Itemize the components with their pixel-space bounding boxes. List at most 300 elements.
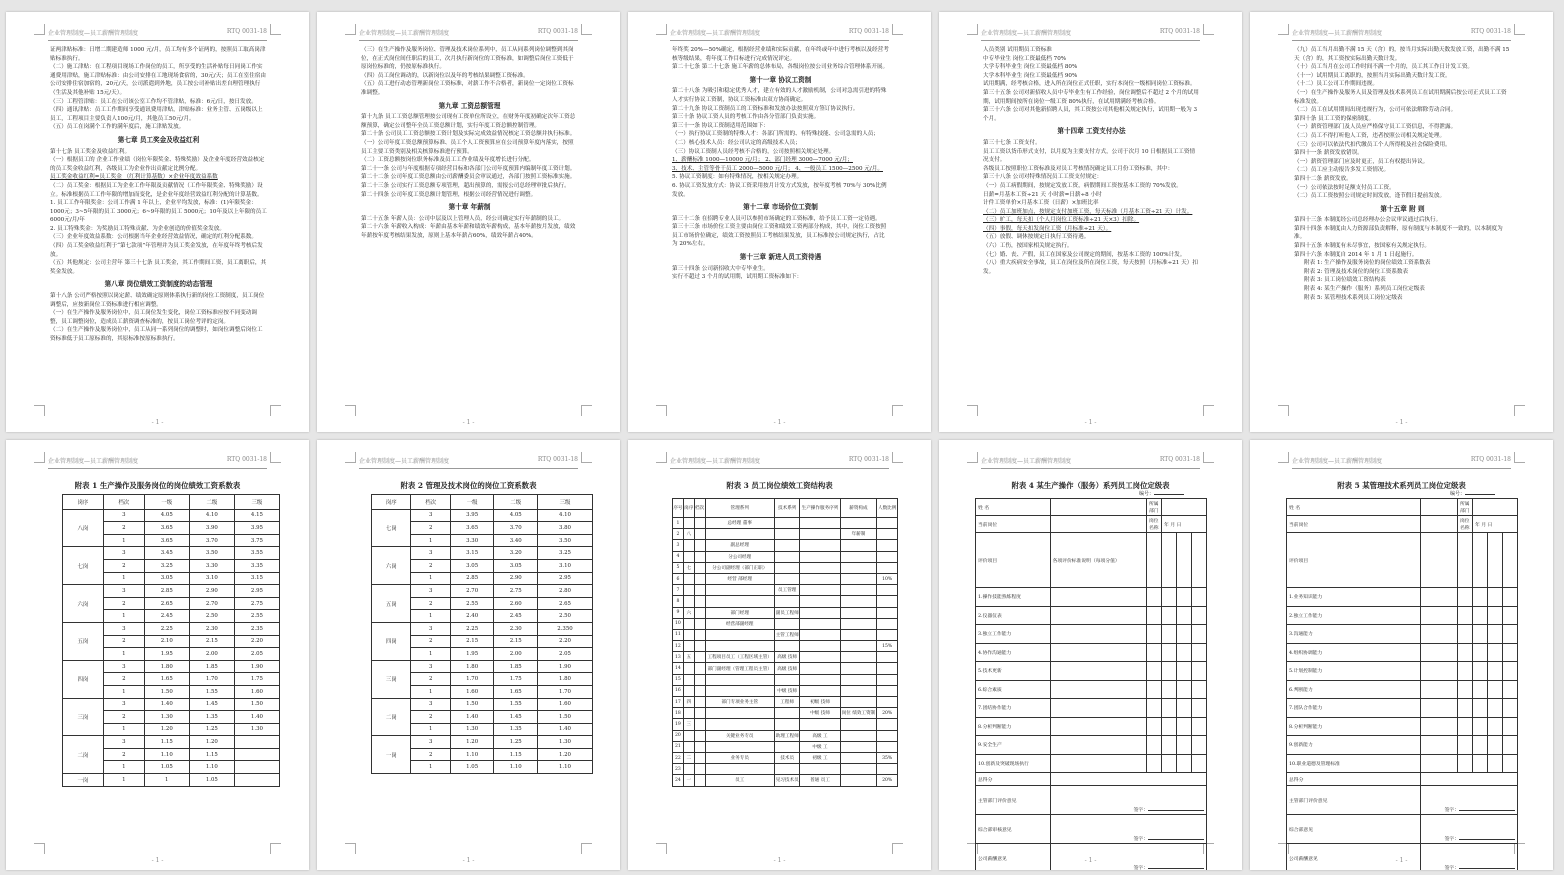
- score-checkbox[interactable]: [1503, 588, 1518, 607]
- name-field[interactable]: [1421, 499, 1458, 516]
- table-cell: [840, 629, 877, 640]
- evaluation-row: [1287, 588, 1518, 607]
- form-number-label: 编号：: [1450, 491, 1466, 497]
- table-cell: [774, 674, 799, 685]
- table-cell: [800, 518, 840, 529]
- paragraph: 5. 协议工资制度：如有特殊情况，按相关规定办理。: [672, 174, 803, 181]
- score-checkbox[interactable]: [1503, 680, 1518, 699]
- table-cell: 3.35: [234, 559, 279, 572]
- paragraph: 第二十二条 公司年度工资总额由公司薪酬委员会审议通过，各部门按照工资标准实施。: [361, 174, 576, 181]
- paragraph: 第三十八条 公司对特殊情况员工工资支付规定：: [983, 174, 1103, 181]
- score-checkbox[interactable]: [1162, 717, 1177, 736]
- table-cell: [694, 764, 705, 775]
- table-cell: 分公司经理: [705, 551, 774, 562]
- table-cell: 2.20: [537, 635, 592, 648]
- chapter-heading: 第十五章 附 则: [1380, 204, 1425, 213]
- table-cell: 6: [673, 573, 684, 584]
- score-checkbox[interactable]: [1503, 754, 1518, 773]
- score-checkbox[interactable]: [1147, 717, 1162, 736]
- score-checkbox[interactable]: [1503, 736, 1518, 755]
- evaluation-row: [1287, 736, 1518, 755]
- table-row: [63, 585, 280, 598]
- location-field[interactable]: [1050, 516, 1146, 533]
- score-checkbox[interactable]: [1458, 717, 1473, 736]
- grade-group-cell: 七岗: [63, 547, 104, 585]
- date-field[interactable]: 年 月 日: [1162, 516, 1207, 533]
- signature-line[interactable]: [1148, 868, 1204, 869]
- score-checkbox[interactable]: [1147, 606, 1162, 625]
- table-cell: 2.350: [537, 622, 592, 635]
- score-checkbox[interactable]: [1488, 680, 1503, 699]
- table-cell: [683, 518, 694, 529]
- table-cell: 1.40: [537, 723, 592, 736]
- location-field[interactable]: [1421, 516, 1458, 533]
- signature-line[interactable]: [1459, 839, 1515, 840]
- table-cell: [877, 596, 898, 607]
- table-cell: [694, 596, 705, 607]
- page-number: - 1 -: [773, 419, 786, 426]
- table-row: [673, 596, 898, 607]
- score-checkbox[interactable]: [1177, 588, 1192, 607]
- table-cell: [840, 607, 877, 618]
- score-checkbox[interactable]: [1147, 588, 1162, 607]
- table-cell: [683, 573, 694, 584]
- score-checkbox[interactable]: [1473, 662, 1488, 681]
- table-cell: 1.95: [144, 648, 189, 661]
- table-cell: 1.95: [450, 648, 494, 661]
- table-cell: 1.50: [450, 698, 494, 711]
- header-right: RTQ 0031-18: [226, 28, 267, 35]
- score-checkbox[interactable]: [1177, 736, 1192, 755]
- evaluation-criteria: [1050, 680, 1146, 699]
- approval-field[interactable]: [1050, 815, 1206, 844]
- total-label: 总得分: [976, 773, 1051, 786]
- page-header: [48, 456, 267, 469]
- evaluation-row: [976, 717, 1207, 736]
- table-cell: 1.75: [494, 673, 538, 686]
- score-checkbox[interactable]: [1162, 699, 1177, 718]
- score-column: [1147, 533, 1162, 588]
- score-checkbox[interactable]: [1147, 643, 1162, 662]
- table-cell: [683, 764, 694, 775]
- score-checkbox[interactable]: [1162, 606, 1177, 625]
- sign-label: 签字：: [1133, 808, 1148, 813]
- table-cell: 3: [411, 509, 450, 522]
- score-checkbox[interactable]: [1177, 680, 1192, 699]
- paragraph: （一）根据员工的 企业工作业绩（岗位年限奖金、特殊奖励）及企业年度经营效益核定的员工奖金收益红利，各级员工为企业作出贡献定比例分配。: [50, 157, 265, 172]
- total-field[interactable]: [1421, 773, 1518, 786]
- table-row: [673, 641, 898, 652]
- score-checkbox[interactable]: [1458, 588, 1473, 607]
- page-number: - 1 -: [151, 857, 164, 864]
- table-cell: 1.50: [144, 685, 189, 698]
- score-checkbox[interactable]: [1458, 699, 1473, 718]
- paragraph: （十）员工当月在公司工作时间不满一个月的，员工其工作日计发工资。: [1294, 64, 1474, 71]
- page-number: - 1 -: [151, 419, 164, 426]
- column-header: 岗序: [683, 499, 694, 518]
- document-page-1: [6, 12, 309, 432]
- table-cell: 1.10: [450, 748, 494, 761]
- evaluation-row: [1287, 625, 1518, 644]
- score-checkbox[interactable]: [1473, 643, 1488, 662]
- score-checkbox[interactable]: [1147, 625, 1162, 644]
- score-checkbox[interactable]: [1488, 754, 1503, 773]
- column-header: 序号: [673, 499, 684, 518]
- table-cell: 1.45: [494, 711, 538, 724]
- table-cell: 2.65: [537, 597, 592, 610]
- page-number: - 1 -: [773, 857, 786, 864]
- score-checkbox[interactable]: [1488, 736, 1503, 755]
- table-cell: [800, 764, 840, 775]
- table-row: [63, 736, 280, 749]
- score-checkbox[interactable]: [1192, 662, 1207, 681]
- table-cell: 3.65: [144, 522, 189, 535]
- table-cell: 3.65: [144, 534, 189, 547]
- appendix-list-item: 附表 5: 某管理技术系列员工岗位定级表: [1304, 294, 1403, 301]
- table-cell: 1.60: [537, 698, 592, 711]
- paragraph: （二）员工应主动报告多发工资情况。: [1294, 167, 1390, 174]
- table-cell: 年薪制: [840, 529, 877, 540]
- score-checkbox[interactable]: [1147, 662, 1162, 681]
- table-cell: 2: [673, 529, 684, 540]
- paragraph: 大学专科毕业生 岗位工资最低档 80%: [983, 64, 1078, 71]
- table-cell: [234, 736, 279, 749]
- grade-group-cell: 八岗: [63, 509, 104, 547]
- table-cell: [840, 663, 877, 674]
- score-checkbox[interactable]: [1458, 754, 1473, 773]
- score-checkbox[interactable]: [1458, 680, 1473, 699]
- table-cell: 3: [411, 698, 450, 711]
- score-checkbox[interactable]: [1177, 717, 1192, 736]
- table-cell: [774, 540, 799, 551]
- score-checkbox[interactable]: [1177, 643, 1192, 662]
- score-checkbox[interactable]: [1473, 606, 1488, 625]
- table-cell: 3.25: [537, 547, 592, 560]
- score-checkbox[interactable]: [1147, 736, 1162, 755]
- page-header: [1292, 456, 1511, 469]
- appendix-title: 附表 3 员工岗位绩效工资结构表: [726, 481, 833, 490]
- grade-group-cell: 一岗: [372, 736, 411, 774]
- score-checkbox[interactable]: [1177, 625, 1192, 644]
- page-header: [1292, 28, 1511, 41]
- table-header-row: [673, 499, 898, 518]
- table-cell: 1.25: [189, 723, 234, 736]
- form-number-field[interactable]: [1465, 494, 1495, 495]
- score-checkbox[interactable]: [1473, 717, 1488, 736]
- dept-field[interactable]: [1162, 499, 1207, 516]
- score-checkbox[interactable]: [1473, 754, 1488, 773]
- evaluation-item: 4.协作沟通能力: [976, 643, 1051, 662]
- table-cell: 1.70: [450, 673, 494, 686]
- dept-field[interactable]: [1473, 499, 1518, 516]
- table-cell: [800, 685, 840, 696]
- table-row: [63, 622, 280, 635]
- table-cell: [800, 596, 840, 607]
- table-cell: [774, 764, 799, 775]
- score-checkbox[interactable]: [1503, 662, 1518, 681]
- score-checkbox[interactable]: [1162, 662, 1177, 681]
- table-cell: [877, 518, 898, 529]
- table-cell: 3.05: [494, 559, 538, 572]
- table-cell: [694, 607, 705, 618]
- paragraph: （二）核心技术人员：经公司认定的高级技术人员；: [672, 139, 801, 146]
- page-body: [361, 46, 578, 404]
- evaluation-row: [976, 662, 1207, 681]
- score-checkbox[interactable]: [1488, 699, 1503, 718]
- score-checkbox[interactable]: [1177, 606, 1192, 625]
- score-checkbox[interactable]: [1458, 662, 1473, 681]
- evaluation-criteria: [1421, 625, 1458, 644]
- approval-field[interactable]: [1421, 815, 1518, 844]
- table-cell: [683, 708, 694, 719]
- table-cell: 15: [673, 674, 684, 685]
- header-left: 企业管理制度—员工薪酬管理制度: [670, 30, 761, 37]
- table-cell: 2.25: [144, 622, 189, 635]
- score-checkbox[interactable]: [1503, 717, 1518, 736]
- paragraph: （三）企业年度效益系数：公司根据当年企业经营效益情况，确定的红利分配系数。: [50, 234, 257, 241]
- paragraph: 日薪=月基本工资÷21 天 小时薪=日薪÷8 小时: [983, 191, 1102, 198]
- table-cell: 2.80: [537, 585, 592, 598]
- paragraph: 第十九条 员工工资总额管理按公司现有工资单位所设立，在财务年度初确定次年工资总额预算，确定公司整年全员工资总额计划，实行年度工资总额控制管理。: [361, 114, 576, 129]
- table-cell: 1.35: [189, 711, 234, 724]
- score-checkbox[interactable]: [1473, 736, 1488, 755]
- score-checkbox[interactable]: [1473, 680, 1488, 699]
- score-checkbox[interactable]: [1473, 625, 1488, 644]
- table-cell: 一: [683, 775, 694, 786]
- form-number-field[interactable]: [1154, 494, 1184, 495]
- coefficient-table: [62, 494, 280, 787]
- table-cell: [840, 641, 877, 652]
- page-header: [359, 28, 578, 41]
- score-checkbox[interactable]: [1177, 662, 1192, 681]
- score-checkbox[interactable]: [1458, 643, 1473, 662]
- score-checkbox[interactable]: [1162, 643, 1177, 662]
- total-field[interactable]: [1050, 773, 1206, 786]
- score-checkbox[interactable]: [1473, 699, 1488, 718]
- table-cell: [683, 685, 694, 696]
- score-checkbox[interactable]: [1503, 625, 1518, 644]
- signature-line[interactable]: [1459, 810, 1515, 811]
- paragraph: （六）工伤，按国家相关规定执行。: [983, 243, 1073, 250]
- score-checkbox[interactable]: [1192, 736, 1207, 755]
- score-checkbox[interactable]: [1192, 643, 1207, 662]
- table-cell: 13: [673, 652, 684, 663]
- table-cell: [840, 685, 877, 696]
- paragraph: 年终奖 20%—50%确定，根据经营业绩和实际贡献，在年终或年中进行考核以及经营考核等级结果，将年度工作目标进行完成情况评定。: [672, 47, 889, 62]
- table-cell: 助理工程师: [774, 730, 799, 741]
- table-cell: [705, 674, 774, 685]
- table-cell: 2: [103, 635, 144, 648]
- table-cell: 1: [673, 518, 684, 529]
- score-checkbox[interactable]: [1488, 643, 1503, 662]
- table-cell: [683, 641, 694, 652]
- table-row: [63, 774, 280, 787]
- score-checkbox[interactable]: [1488, 606, 1503, 625]
- table-cell: 1.20: [537, 748, 592, 761]
- paragraph: （二）员工工资按照公司规定时间发放，逢节假日提前发放。: [1294, 193, 1446, 200]
- score-checkbox[interactable]: [1458, 736, 1473, 755]
- header-left: 企业管理制度—员工薪酬管理制度: [1292, 30, 1383, 37]
- score-checkbox[interactable]: [1147, 699, 1162, 718]
- table-cell: [694, 540, 705, 551]
- paragraph: 计件工资单价×月基本工资（日薪）×加班比率: [983, 200, 1099, 207]
- page-body: [50, 46, 267, 404]
- paragraph: （三）旷工，每天扣（个人月岗位工资标准÷21 天×3）扣除。: [983, 217, 1140, 224]
- table-row: [673, 518, 898, 529]
- form-number-label: 编号：: [1139, 491, 1155, 497]
- header-right: RTQ 0031-18: [537, 28, 578, 35]
- signature-line[interactable]: [1148, 839, 1204, 840]
- table-cell: 1.30: [234, 723, 279, 736]
- table-cell: 五: [683, 652, 694, 663]
- score-column: [1177, 533, 1192, 588]
- evaluation-item: 7.团结协作能力: [976, 699, 1051, 718]
- score-checkbox[interactable]: [1458, 625, 1473, 644]
- table-cell: [774, 551, 799, 562]
- approval-field[interactable]: [1421, 786, 1518, 815]
- table-cell: 2: [103, 748, 144, 761]
- table-cell: 2.95: [537, 572, 592, 585]
- table-cell: 1.40: [144, 698, 189, 711]
- dept-label: 所属部门: [1147, 499, 1162, 516]
- score-checkbox[interactable]: [1488, 588, 1503, 607]
- table-cell: 3.95: [234, 522, 279, 535]
- score-checkbox[interactable]: [1162, 625, 1177, 644]
- score-checkbox[interactable]: [1147, 754, 1162, 773]
- score-checkbox[interactable]: [1162, 588, 1177, 607]
- table-cell: 1: [103, 723, 144, 736]
- paragraph: 实行不超过 3 个月的试用期，试用期工资标准如下：: [672, 274, 803, 281]
- table-cell: 2.15: [450, 635, 494, 648]
- table-cell: 2: [103, 711, 144, 724]
- score-checkbox[interactable]: [1488, 625, 1503, 644]
- table-cell: 3.90: [189, 522, 234, 535]
- table-row: [673, 629, 898, 640]
- eval-header: 评价项目: [976, 533, 1051, 588]
- table-cell: 1: [103, 761, 144, 774]
- table-cell: 2: [103, 673, 144, 686]
- position-label: 岗位名称: [1458, 516, 1473, 533]
- paragraph: （八）重大疾病安全事故，员工在岗位及所在岗位工资，每天按照（月标准÷21 天）扣发。: [983, 260, 1198, 275]
- table-cell: 1.10: [144, 748, 189, 761]
- paragraph: 第二十五条 年薪人员：公司中层及以上管理人员，经公司确定实行年薪制的员工。: [361, 215, 565, 222]
- score-checkbox[interactable]: [1458, 606, 1473, 625]
- evaluation-row: [1287, 699, 1518, 718]
- evaluation-item: 9.创新能力: [1287, 736, 1421, 755]
- signature-line[interactable]: [1148, 810, 1204, 811]
- paragraph: 第四十六条 本制度自 2014 年 1 月 1 日起施行。: [1294, 251, 1418, 258]
- dept-label: 所属部门: [1458, 499, 1473, 516]
- score-checkbox[interactable]: [1192, 754, 1207, 773]
- table-cell: [800, 674, 840, 685]
- table-cell: 1.65: [494, 685, 538, 698]
- score-checkbox[interactable]: [1473, 588, 1488, 607]
- score-checkbox[interactable]: [1162, 754, 1177, 773]
- table-row: [63, 547, 280, 560]
- score-checkbox[interactable]: [1177, 754, 1192, 773]
- paragraph: 员工奖金收益红利=员工奖金 （红利计算基数）×企业年度效益系数: [50, 174, 218, 181]
- score-checkbox[interactable]: [1192, 588, 1207, 607]
- table-row: [372, 698, 593, 711]
- table-cell: [840, 719, 877, 730]
- appendix-title: 附表 5 某管理技术系列员工岗位定级表: [1337, 481, 1466, 490]
- score-checkbox[interactable]: [1192, 717, 1207, 736]
- score-checkbox[interactable]: [1503, 699, 1518, 718]
- appendix-list-item: 附表 1: 生产操作及服务岗位的岗位绩效工资系数表: [1304, 260, 1431, 267]
- paragraph: （三）协议工资制人员经考核不合格的，公司按照相关规定处理。: [672, 148, 835, 155]
- document-page-3: [628, 12, 931, 432]
- table-cell: 1.80: [144, 660, 189, 673]
- appendix-title: 附表 1 生产操作及服务岗位的岗位绩效工资系数表: [74, 481, 241, 490]
- paragraph: 试用期满，经考核合格，进入所在岗位正式任职，实行本岗位一级相同岗位工资标准。: [983, 81, 1196, 88]
- table-cell: 经营 部经理: [705, 573, 774, 584]
- table-cell: 2: [103, 559, 144, 572]
- paragraph: （二）工资总额按岗位职务标准及员工工作业绩及年度增长进行分配。: [361, 157, 535, 164]
- score-checkbox[interactable]: [1192, 699, 1207, 718]
- table-row: [673, 775, 898, 786]
- table-cell: 2.05: [234, 648, 279, 661]
- table-cell: 2.50: [537, 610, 592, 623]
- approval-field[interactable]: [1050, 786, 1206, 815]
- score-checkbox[interactable]: [1192, 606, 1207, 625]
- evaluation-item: 8.分析判断能力: [1287, 717, 1421, 736]
- table-cell: 3: [411, 660, 450, 673]
- paragraph: （一）薪资管理部门应及时更正，员工有权提出异议。: [1294, 158, 1429, 165]
- score-checkbox[interactable]: [1147, 680, 1162, 699]
- evaluation-criteria: [1421, 643, 1458, 662]
- score-checkbox[interactable]: [1162, 680, 1177, 699]
- grade-group-cell: 三岗: [63, 698, 104, 736]
- score-checkbox[interactable]: [1503, 606, 1518, 625]
- table-cell: [800, 652, 840, 663]
- table-cell: 1.60: [450, 685, 494, 698]
- score-checkbox[interactable]: [1177, 699, 1192, 718]
- table-cell: 1: [411, 648, 450, 661]
- page-number: - 1 -: [1395, 419, 1408, 426]
- table-cell: 见习技术员: [774, 775, 799, 786]
- page-body: [672, 46, 889, 404]
- form-row: [1287, 533, 1518, 588]
- signature-line[interactable]: [1459, 868, 1515, 869]
- table-cell: 2: [411, 597, 450, 610]
- table-cell: 3.70: [494, 522, 538, 535]
- page-header: [48, 28, 267, 41]
- appendix-4-page: [939, 440, 1242, 870]
- table-cell: 3.15: [234, 572, 279, 585]
- paragraph: （三）公司可以依法代扣代缴员工个人所得税及社会保险费用。: [1294, 141, 1451, 148]
- name-field[interactable]: [1050, 499, 1146, 516]
- table-cell: [694, 551, 705, 562]
- table-row: [372, 622, 593, 635]
- table-cell: 2: [411, 748, 450, 761]
- score-checkbox[interactable]: [1488, 662, 1503, 681]
- score-checkbox[interactable]: [1162, 736, 1177, 755]
- date-field[interactable]: 年 月 日: [1473, 516, 1518, 533]
- table-cell: 2.95: [234, 585, 279, 598]
- table-cell: 副总经理: [705, 540, 774, 551]
- score-checkbox[interactable]: [1192, 625, 1207, 644]
- table-cell: [694, 697, 705, 708]
- table-cell: 1: [144, 774, 189, 787]
- table-cell: 高级 技师: [774, 663, 799, 674]
- score-checkbox[interactable]: [1488, 717, 1503, 736]
- table-cell: 11: [673, 629, 684, 640]
- table-cell: [774, 596, 799, 607]
- score-checkbox[interactable]: [1192, 680, 1207, 699]
- paragraph: 第二十七条 第二十七条 施工年薪的总体布局，各级岗位按公司业务综合管理体系开展。: [672, 64, 889, 71]
- score-checkbox[interactable]: [1503, 643, 1518, 662]
- evaluation-item: 2.仪器仪表: [976, 606, 1051, 625]
